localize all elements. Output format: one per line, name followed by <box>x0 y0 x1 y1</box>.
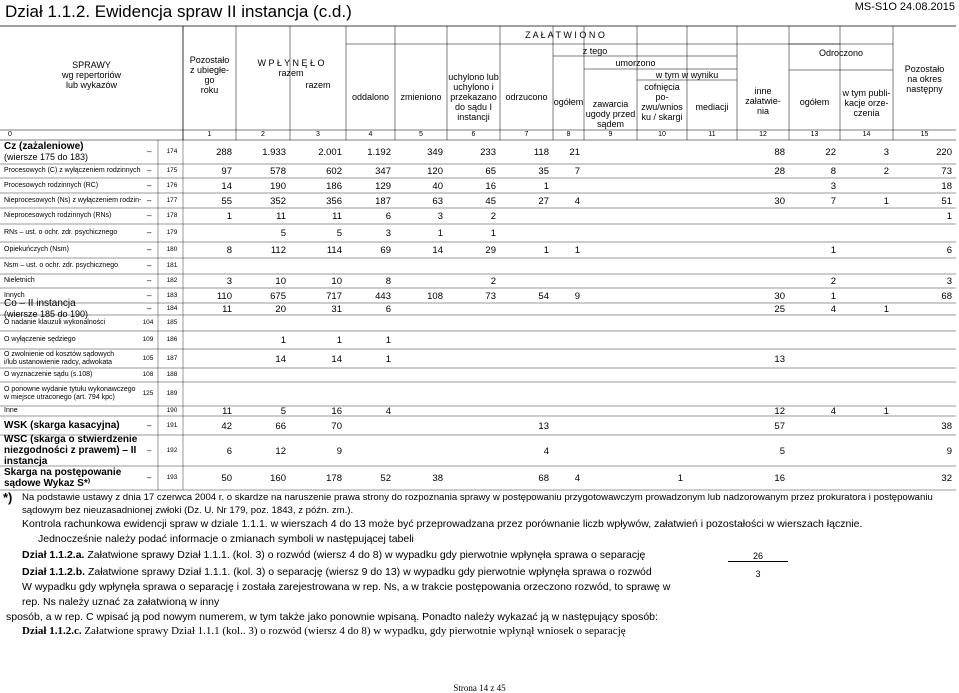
row-label-line: instancja <box>4 456 48 467</box>
cell-value: 186 <box>326 180 342 192</box>
cell-value: 120 <box>427 166 443 177</box>
cell-value: 52 <box>380 473 391 484</box>
section-c-label: Dział 1.1.2.c. <box>22 625 82 637</box>
row-label <box>4 371 92 379</box>
cell-value: 70 <box>331 420 342 432</box>
header-received: W P Ł Y N Ę Ł O razem <box>257 58 325 78</box>
row-number: 179 <box>166 229 178 236</box>
row-dash: – <box>147 245 152 254</box>
cell-value: 42 <box>221 420 232 432</box>
cell-value: 3 <box>385 228 391 239</box>
cell-value: 1 <box>574 245 580 256</box>
row-number: 182 <box>166 277 178 284</box>
header-rejected: odrzucono <box>505 92 548 102</box>
cell-value: 31 <box>331 304 342 315</box>
cell-value: 38 <box>432 473 443 484</box>
cell-value: 4 <box>574 195 580 207</box>
row-label <box>4 167 141 175</box>
column-number: 11 <box>708 131 716 138</box>
section-b-label: Dział 1.1.2.b. <box>22 566 86 578</box>
row-number: 183 <box>166 291 178 299</box>
cell-value: 12 <box>774 406 785 417</box>
header-dismissed: oddalono <box>351 92 390 102</box>
cell-value: 1 <box>385 335 391 346</box>
cell-value: 3 <box>946 276 952 287</box>
cell-value: 602 <box>326 166 342 177</box>
cell-value: 1 <box>226 211 232 222</box>
cell-value: 108 <box>427 290 443 302</box>
cell-value: 13 <box>538 420 549 432</box>
column-number: 4 <box>368 131 373 138</box>
section-a-text: Załatwione sprawy Dział 1.1.1. (kol. 3) o rozwód (wiersz 4 do 8) w wypadku gdy pierwotnie wpłynęła sprawa o separację <box>87 549 646 561</box>
cell-value: 1 <box>437 228 443 239</box>
cell-value: 16 <box>774 473 785 484</box>
row-dash: – <box>147 445 152 455</box>
row-label <box>4 319 105 327</box>
cell-value: 35 <box>538 166 549 177</box>
cell-value: 1 <box>385 353 391 365</box>
cell-value: 6 <box>385 211 391 222</box>
cell-value: 11 <box>276 211 286 222</box>
cell-value: 2 <box>830 276 836 287</box>
cell-value: 29 <box>485 245 496 256</box>
cell-value: 4 <box>830 406 836 417</box>
cell-value: 11 <box>332 211 342 222</box>
cell-value: 7 <box>830 195 836 207</box>
cell-value: 288 <box>216 147 232 158</box>
row-label-line: Nieprocesowych (Ns) z wyłączeniem rodzin- <box>4 196 142 204</box>
cell-value: 63 <box>432 195 443 207</box>
cell-value: 30 <box>774 195 785 207</box>
cell-value: 22 <box>825 147 836 158</box>
row-label-line: Procesowych (C) z wyłączeniem rodzinnych <box>4 167 141 174</box>
row-label <box>4 467 121 489</box>
section-c-text: Załatwione sprawy Dział 1.1.1 (kol.. 3) o rozwód (wiersz 4 do 8) w wypadku, gdy pierwotnie wpłynął wniosek o separację <box>84 625 626 637</box>
cell-value: 3 <box>830 180 836 192</box>
cell-value: 8 <box>226 245 232 256</box>
header-settled-total: razem <box>305 80 331 90</box>
cell-value: 16 <box>485 180 496 192</box>
row-label <box>4 336 76 344</box>
row-dash: – <box>147 166 152 175</box>
row-label <box>4 277 35 285</box>
header-remaining-next: Pozostało na okres następny <box>904 64 945 94</box>
header-discontinued: umorzono <box>615 58 656 68</box>
header-settled-group: Z A Ł A T W I O N O <box>525 30 605 40</box>
row-dash: – <box>147 228 152 237</box>
row-dash: – <box>147 420 152 430</box>
cell-value: 1.192 <box>367 147 391 158</box>
header-repertory: SPRAWY wg repertoriów lub wykazów <box>61 60 122 90</box>
cell-value: 14 <box>221 180 232 192</box>
cell-value: 69 <box>380 245 391 256</box>
cell-value: 18 <box>941 180 952 192</box>
cell-value: 717 <box>326 290 342 302</box>
cell-value: 21 <box>569 147 580 158</box>
cell-value: 5 <box>336 228 342 239</box>
cell-value: 4 <box>385 406 391 417</box>
cell-value: 28 <box>774 166 785 177</box>
row-number: 187 <box>166 354 178 362</box>
cell-value: 349 <box>427 147 443 158</box>
cell-value: 1 <box>830 245 836 256</box>
cell-value: 220 <box>936 147 952 158</box>
cell-value: 5 <box>779 445 785 457</box>
cell-value: 178 <box>326 473 342 484</box>
cell-value: 347 <box>375 166 391 177</box>
row-number: 193 <box>166 474 178 481</box>
row-label <box>4 298 88 320</box>
cell-value: 12 <box>275 445 286 457</box>
row-label-line: Opiekuńczych (Nsm) <box>4 246 69 253</box>
row-dash: – <box>147 261 152 270</box>
cell-value: 45 <box>485 195 496 207</box>
column-number: 7 <box>524 131 529 138</box>
row-number: 189 <box>166 390 178 397</box>
section-1-1-2-c <box>22 625 626 638</box>
cell-value: 1 <box>280 335 286 346</box>
cell-value: 1 <box>677 473 683 484</box>
cell-value: 9 <box>336 445 342 457</box>
page-title: Dział 1.1.2. Ewidencja spraw II instancja (c.d.) <box>5 2 352 21</box>
section-b-line-3: rep. Ns należy uznać za załatwioną w inny <box>22 596 220 608</box>
cell-value: 2.001 <box>318 147 342 158</box>
cell-value: 6 <box>385 304 391 315</box>
row-number: 184 <box>166 305 178 312</box>
cell-value: 66 <box>275 420 286 432</box>
cell-value: 50 <box>221 473 232 484</box>
header-changed: zmieniono <box>400 92 442 102</box>
cell-value: 97 <box>221 166 232 177</box>
cell-value: 20 <box>275 304 286 315</box>
cell-value: 6 <box>946 245 952 256</box>
cell-value: 65 <box>485 166 496 177</box>
row-label-line: Nieprocesowych rodzinnych (RNs) <box>4 212 112 219</box>
cell-value: 2 <box>490 276 496 287</box>
row-code: 105 <box>142 354 154 362</box>
column-number: 1 <box>207 131 212 138</box>
cell-value: 129 <box>375 180 391 192</box>
header-settlement: zawarcia ugody przed sądem <box>585 99 636 129</box>
row-number: 185 <box>166 319 178 326</box>
row-label <box>4 229 117 237</box>
row-label-line: Nieletnich <box>4 277 35 284</box>
row-dash: – <box>147 211 152 220</box>
control-note <box>22 518 862 531</box>
cell-value: 27 <box>538 195 549 207</box>
row-number: 186 <box>166 336 178 343</box>
row-number: 175 <box>166 167 178 174</box>
cell-value: 9 <box>946 445 952 457</box>
cell-value: 10 <box>331 276 342 287</box>
row-label-line: WSK (skarga kasacyjna) <box>4 420 120 431</box>
cell-value: 233 <box>480 147 496 158</box>
cell-value: 9 <box>574 290 580 302</box>
row-dash: – <box>147 180 152 190</box>
header-remaining-prev: Pozostało z ubiegłe- go roku <box>189 55 230 95</box>
column-number: 9 <box>608 131 613 138</box>
row-code: 109 <box>142 336 154 343</box>
header-mediation: mediacji <box>695 102 729 112</box>
row-label-line: (wiersze 175 do 183) <box>4 152 89 162</box>
row-label-line: RNs – ust. o ochr. zdr. psychicznego <box>4 229 118 236</box>
row-label-line: O ponowne wydanie tytułu wykonawczego <box>4 386 136 393</box>
row-label <box>4 197 141 205</box>
column-number: 6 <box>471 131 476 138</box>
row-label-line: Skarga na postępowanie <box>4 467 122 478</box>
cell-value: 4 <box>830 304 836 315</box>
section-a-value: 26 <box>728 551 788 562</box>
row-label <box>4 407 18 415</box>
row-label-line: Nsm – ust. o ochr. zdr. psychicznego <box>4 262 118 269</box>
row-label-line: (wiersze 185 do 190) <box>4 309 89 319</box>
cell-value: 1 <box>946 211 952 222</box>
footnote-mark: *) <box>3 490 13 505</box>
cell-value: 7 <box>574 166 580 177</box>
cell-value: 356 <box>326 195 342 207</box>
footnote-line-1: Na podstawie ustawy z dnia 17 czerwca 2004 r. o skardze na naruszenie prawa strony do rozpoznania sprawy w postępowaniu przygotowawczym prowadzonym lub nadzorowanym przez prokuratora i postępowaniu <box>22 492 933 503</box>
cell-value: 32 <box>941 473 952 484</box>
column-number: 5 <box>419 131 423 138</box>
row-label <box>4 262 118 270</box>
column-number: 13 <box>810 131 819 138</box>
row-code: 108 <box>142 371 154 378</box>
row-dash: – <box>147 304 152 313</box>
row-label-line: O nadanie klauzuli wykonalności <box>4 319 106 326</box>
cell-value: 352 <box>270 195 286 207</box>
cell-value: 8 <box>385 276 391 287</box>
cell-value: 3 <box>437 211 443 222</box>
row-number: 177 <box>166 196 178 204</box>
row-dash: – <box>147 276 152 285</box>
row-code: 125 <box>142 390 154 397</box>
column-number: 10 <box>658 131 666 138</box>
section-b-line-2: W wypadku gdy wpłynęła sprawa o separację i została zarejestrowana w rep. Ns, a w trakcie postępowania orzeczono rozwód, to sprawę w <box>22 581 671 593</box>
cell-value: 110 <box>216 290 232 302</box>
cell-value: 1 <box>336 335 342 346</box>
row-number: 188 <box>166 371 178 378</box>
cell-value: 1 <box>490 228 496 239</box>
cell-value: 112 <box>270 245 286 256</box>
row-number: 180 <box>166 246 178 253</box>
cell-value: 88 <box>774 147 785 158</box>
cell-value: 68 <box>941 290 952 302</box>
cell-value: 8 <box>830 166 836 177</box>
cell-value: 51 <box>941 195 952 207</box>
cell-value: 2 <box>883 166 889 177</box>
header-of-which: z tego <box>582 46 608 56</box>
row-label-line: Co – II instancja <box>4 298 76 309</box>
cell-value: 14 <box>275 353 286 365</box>
row-number: 174 <box>166 148 178 155</box>
cell-value: 68 <box>538 473 549 484</box>
row-label-line: w miejsce utraconego (art. 794 kpc) <box>4 394 115 401</box>
header-annulled: uchylono lub uchylono i przekazano do sądu I instancji <box>448 72 499 122</box>
row-label <box>4 386 136 402</box>
row-dash: – <box>147 290 152 300</box>
cell-value: 11 <box>222 304 232 315</box>
header-postponed-pub: w tym publi- kacje orze- czenia <box>842 88 891 118</box>
row-label-line: O wyznaczenie sądu (s.108) <box>4 371 93 378</box>
cell-value: 73 <box>485 290 496 302</box>
row-label <box>4 182 98 190</box>
row-number: 190 <box>166 407 178 414</box>
cell-value: 14 <box>432 245 443 256</box>
cell-value: 1 <box>830 290 836 302</box>
header-disc-including: w tym w wyniku <box>655 70 719 80</box>
header-disc-total: ogółem <box>553 97 584 107</box>
column-number: 2 <box>261 131 265 138</box>
info-note: Jednocześnie należy podać informacje o zmianach symboli w następującej tabeli <box>38 533 414 545</box>
row-code: 104 <box>142 319 154 326</box>
row-number: 192 <box>166 446 178 454</box>
column-number: 8 <box>566 131 571 138</box>
row-label-line: Cz (zażaleniowe) <box>4 141 84 152</box>
cell-value: 190 <box>270 180 286 192</box>
cell-value: 38 <box>941 420 952 432</box>
row-label <box>4 212 111 220</box>
row-label-line: O zwolnienie od kosztów sądowych <box>4 350 115 358</box>
cell-value: 1 <box>543 180 549 192</box>
cell-value: 3 <box>226 276 232 287</box>
row-number: 178 <box>166 212 178 219</box>
header-withdrawal: cofnięcia po- zwu/wnios ku / skargi <box>641 82 683 122</box>
section-b-text: Załatwione sprawy Dział 1.1.1. (kol. 3) o separację (wiersz 9 do 13) w wypadku gdy pierwotnie wpłynęła sprawa o rozwód <box>87 566 652 578</box>
row-label <box>4 351 114 367</box>
cell-value: 54 <box>538 290 549 302</box>
cell-value: 6 <box>226 445 232 457</box>
row-number: 176 <box>166 181 178 189</box>
row-label-line: Procesowych rodzinnych (RC) <box>4 181 99 189</box>
cell-value: 187 <box>375 195 391 207</box>
cell-value: 4 <box>543 445 549 457</box>
row-label <box>4 141 88 163</box>
cell-value: 578 <box>270 166 286 177</box>
row-label <box>4 420 120 431</box>
cell-value: 5 <box>280 228 286 239</box>
row-label-line: sądowe Wykaz S*⁾ <box>4 478 91 489</box>
cell-value: 5 <box>280 406 286 417</box>
section-1-1-2-a <box>22 549 645 562</box>
cell-value: 10 <box>275 276 286 287</box>
header-other-settled: inne załatwie- nia <box>745 86 781 116</box>
cell-value: 1.933 <box>262 147 286 158</box>
row-label-line: Innych <box>4 291 25 299</box>
section-a-label: Dział 1.1.2.a. <box>22 549 85 561</box>
cell-value: 13 <box>774 353 785 365</box>
cell-value: 443 <box>375 290 391 302</box>
cell-value: 1 <box>543 245 549 256</box>
row-label <box>4 434 137 467</box>
cell-value: 30 <box>774 290 785 302</box>
column-number: 14 <box>862 131 871 138</box>
header-postponed-total: ogółem <box>799 97 830 107</box>
cell-value: 11 <box>222 406 232 417</box>
section-b-value: 3 <box>755 569 761 579</box>
cell-value: 3 <box>883 147 889 158</box>
row-label-line: WSC (skarga o stwierdzenie <box>4 434 138 445</box>
row-label-line: i/lub ustanowienie radcy, adwokata <box>4 358 113 366</box>
row-dash: – <box>147 473 152 482</box>
row-label-line: Inne <box>4 407 18 414</box>
cell-value: 675 <box>270 290 286 302</box>
section-b-line-4: sposób, a w rep. C wpisać ją pod nowym numerem, w tym także jako ponownie wpisaną. Ponadto należy wykazać ją w następujący sposób: <box>6 611 658 623</box>
cell-value: 114 <box>326 245 342 256</box>
cell-value: 118 <box>533 147 549 158</box>
control-note-text: Kontrola rachunkowa ewidencji spraw w dziale 1.1.1. w wierszach 4 do 13 może być przeprowadzana przez porównanie liczb wpływów, załatwień i pozostałości w wierszach łącznie. <box>22 518 863 530</box>
row-dash: – <box>147 147 152 156</box>
column-number: 15 <box>920 131 929 138</box>
column-number: 0 <box>8 131 12 138</box>
footnote-line-2: sądowym bez nieuzasadnionej zwłoki (Dz. U. Nr 179, poz. 1843, z późn. zm.). <box>22 505 354 516</box>
cell-value: 73 <box>941 166 952 177</box>
row-number: 181 <box>166 262 178 269</box>
cell-value: 55 <box>221 195 232 207</box>
cell-value: 1 <box>883 406 889 417</box>
cell-value: 2 <box>490 211 496 222</box>
cell-value: 1 <box>883 195 889 207</box>
column-number: 12 <box>759 131 767 138</box>
cell-value: 57 <box>774 420 785 432</box>
row-number: 191 <box>166 421 178 429</box>
cell-value: 160 <box>270 473 286 484</box>
section-1-1-2-b <box>22 566 652 579</box>
page-number: Strona 14 z 45 <box>453 683 506 693</box>
cell-value: 40 <box>432 180 443 192</box>
cell-value: 14 <box>331 353 342 365</box>
cell-value: 1 <box>883 304 889 315</box>
column-number: 3 <box>316 131 320 138</box>
cell-value: 16 <box>331 406 342 417</box>
row-dash: – <box>147 195 152 205</box>
row-label-line: niezgodności z prawem) – II <box>4 445 137 456</box>
header-postponed: Odroczono <box>818 48 864 58</box>
cell-value: 4 <box>574 473 580 484</box>
form-code: MS-S1O 24.08.2015 <box>854 1 955 13</box>
row-label <box>4 246 69 254</box>
cell-value: 25 <box>774 304 785 315</box>
row-label-line: O wyłączenie sędziego <box>4 336 76 343</box>
